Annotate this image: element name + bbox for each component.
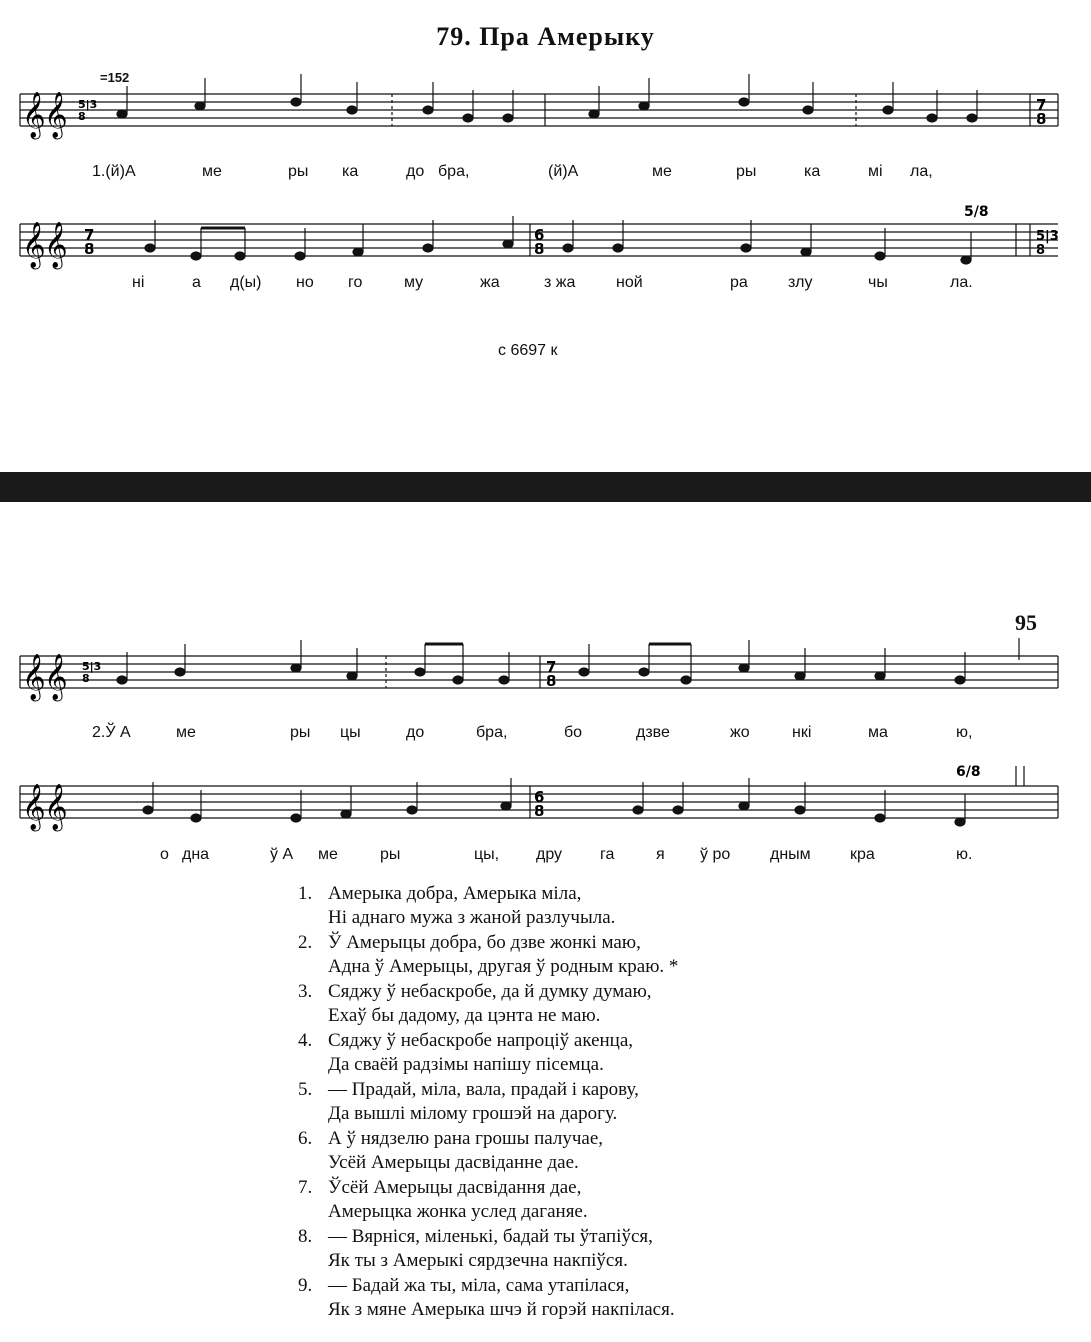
svg-text:8: 8: [82, 672, 90, 685]
svg-text:7: 7: [84, 226, 95, 244]
svg-text:6/8: 6/8: [956, 764, 981, 780]
svg-text:5/8: 5/8: [964, 204, 989, 220]
music-staff-system-1: [0, 70, 1091, 170]
verse-2: 2. Ў Амерыцы добра, бо дзве жонкі маю, Адна ў Амерыцы, другая ў родным краю. *: [298, 932, 679, 977]
verse-5: 5. — Прадай, міла, вала, прадай і карову, Да вышлі міломy грошэй на дарогу.: [298, 1079, 639, 1124]
treble-clef-icon: 𝄞: [22, 92, 46, 138]
svg-text:8: 8: [1036, 243, 1046, 258]
svg-text:5|3: 5|3: [82, 660, 102, 673]
svg-text:𝄞: 𝄞: [44, 784, 68, 830]
svg-text:7: 7: [546, 658, 557, 676]
svg-text:𝄞: 𝄞: [44, 654, 68, 700]
svg-text:7: 7: [1036, 96, 1047, 114]
verse-list: [298, 882, 1058, 1323]
tempo-marking: =152: [100, 70, 130, 85]
verse-4: 4. Сяджу ў небаскробе напроціў акенца, Да сваёй радзімы напішу пісемца.: [298, 1030, 634, 1075]
svg-text:8: 8: [546, 672, 557, 690]
page-divider-bar: [0, 472, 1091, 502]
verse-6: 6. А ў нядзелю рана грошы палучае, Усёй Амерыцы дасвіданне дае.: [298, 1128, 604, 1173]
svg-text:𝄞: 𝄞: [44, 222, 68, 268]
verse-3: 3. Сяджу ў небаскробе, да й думку думаю, Ехаў бы дадому, да цэнта не маю.: [298, 981, 652, 1026]
svg-text:8: 8: [1036, 110, 1047, 128]
svg-text:8: 8: [78, 110, 86, 123]
svg-text:𝄞: 𝄞: [22, 784, 46, 830]
catalog-number: с 6697 к: [498, 342, 558, 359]
song-title: 79. Пра Амерыку: [436, 22, 655, 51]
music-staff-system-4: [0, 760, 1091, 855]
music-staff-system-3: [0, 630, 1091, 725]
page-number: 95: [1015, 610, 1037, 635]
svg-text:5|3: 5|3: [78, 98, 98, 111]
verse-9: 9. — Бадай жа ты, міла, сама утапілася, Як з мяне Амерыка шчэ й горэй накпілася.: [298, 1275, 675, 1320]
svg-text:8: 8: [84, 240, 95, 258]
svg-text:8: 8: [534, 240, 545, 258]
verse-8: 8. — Вярніся, міленькі, бадай ты ўтапіўся, Як ты з Амерыкі сярдзечна накпіўся.: [298, 1226, 653, 1271]
verse-7: 7. Ўсёй Амерыцы дасвідання дае, Амерыцка жонка услед даганяе.: [298, 1177, 588, 1222]
svg-text:𝄞: 𝄞: [22, 222, 46, 268]
svg-text:5|3: 5|3: [1036, 229, 1059, 244]
svg-text:8: 8: [534, 802, 545, 820]
svg-text:6: 6: [534, 788, 545, 806]
svg-text:𝄞: 𝄞: [22, 654, 46, 700]
verse-1: 1. Амерыка добра, Амерыка міла, Ні аднаго мужа з жаной разлучыла.: [298, 883, 616, 928]
svg-text:6: 6: [534, 226, 545, 244]
svg-text:𝄞: 𝄞: [44, 92, 68, 138]
